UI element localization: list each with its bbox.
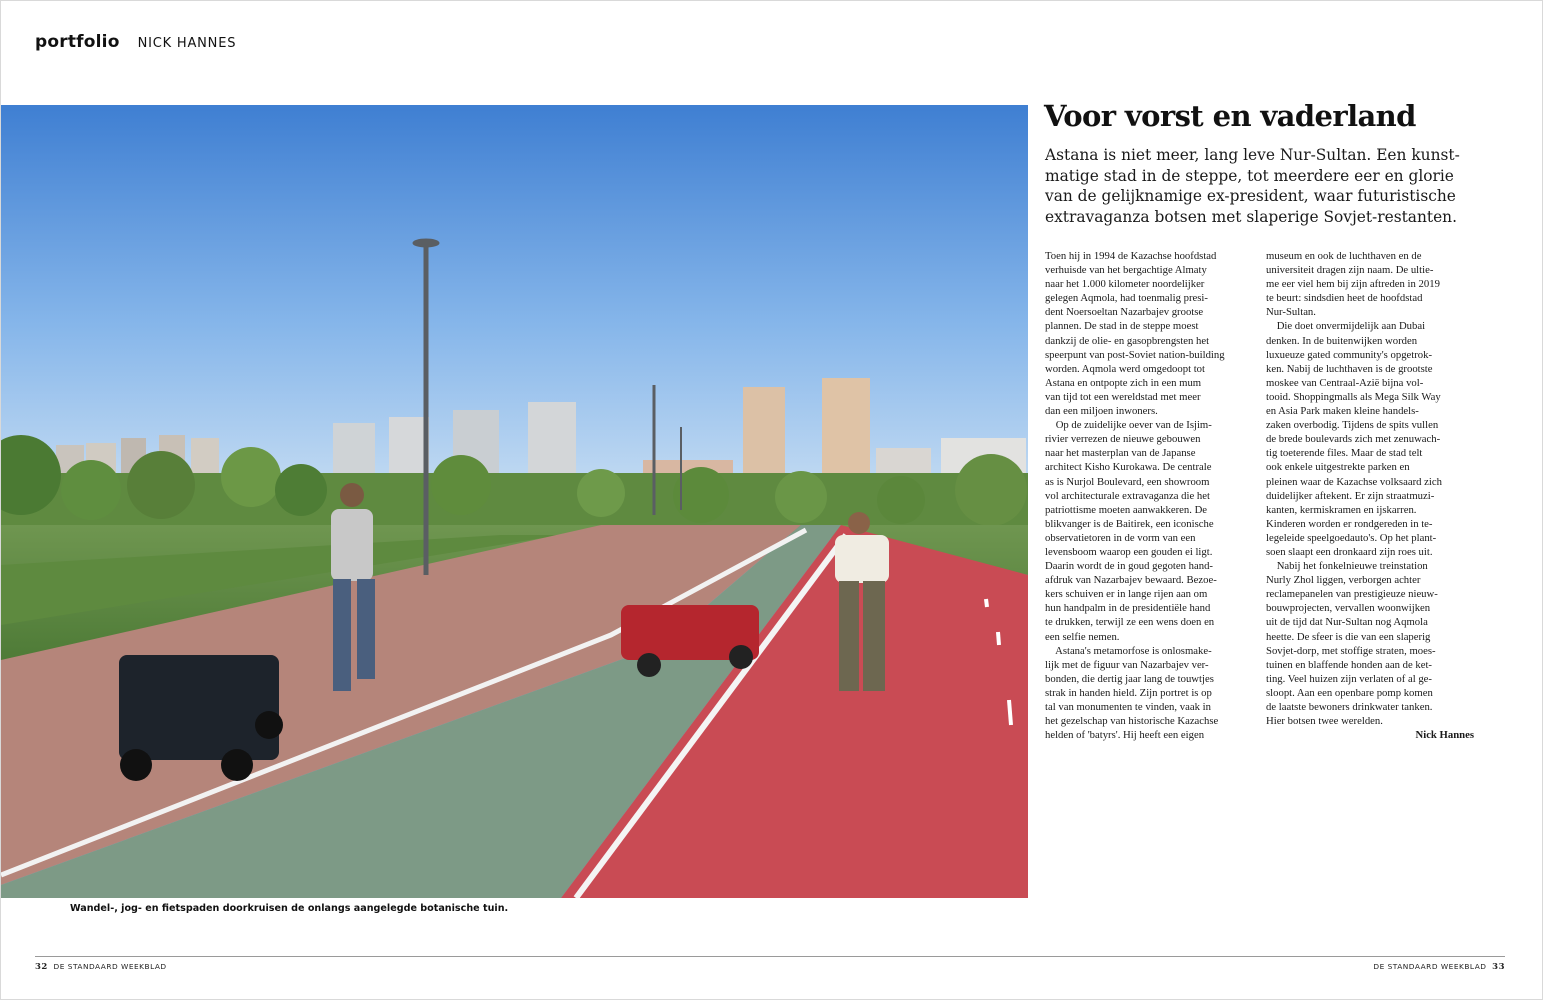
body-text-line: Toen hij in 1994 de Kazachse hoofdstad xyxy=(1045,250,1217,262)
body-text-line: tig toeterende files. Maar de stad telt xyxy=(1266,447,1423,460)
body-text-line: naar het masterplan van de Japanse xyxy=(1045,447,1196,460)
body-text-line: kers schuiven er in lange rijen aan om xyxy=(1045,588,1208,601)
body-text-line: verhuisde van het bergachtige Almaty xyxy=(1045,264,1207,277)
sky xyxy=(1,105,1028,505)
body-text-line: bonden, die dertig jaar lang de touwtjes xyxy=(1045,672,1214,685)
body-text-line: ting. Veel huizen zijn verlaten of al ge- xyxy=(1266,672,1432,685)
body-text-line: legeleide speelgoedauto's. Op het plant- xyxy=(1266,531,1437,544)
article-title: Voor vorst en vaderland xyxy=(1044,99,1416,133)
body-text-line: Op de zuidelijke oever van de Isjim- xyxy=(1045,419,1212,432)
body-text-line: ook enkele uitgestrekte parken en xyxy=(1266,461,1410,474)
body-text-line: helden of 'batyrs'. Hij heeft een eigen xyxy=(1045,729,1205,742)
body-text-line: me eer viel hem bij zijn aftreden in 2019 xyxy=(1266,278,1440,291)
body-text-line: afdruk van Nazarbajev bewaard. Bezoe- xyxy=(1045,574,1217,587)
body-text-line: Nabij het fonkelnieuwe treinstation xyxy=(1266,560,1428,573)
publication-name-left: DE STANDAARD WEEKBLAD xyxy=(53,962,167,971)
body-text-line: dan een miljoen inwoners. xyxy=(1045,405,1158,418)
body-text-line: Kinderen worden er rondgereden in te- xyxy=(1266,517,1433,530)
body-text-line: ken. Nabij de luchthaven is de grootste xyxy=(1266,362,1433,375)
body-text-line: museum en ook de luchthaven en de xyxy=(1266,250,1422,262)
body-text-line: architect Kisho Kurokawa. De centrale xyxy=(1045,461,1212,474)
body-text-line: blikvanger is de Baitirek, een iconische xyxy=(1045,517,1214,530)
body-text-line: as is Nurjol Boulevard, een showroom xyxy=(1045,475,1210,488)
body-text-line: Astana en ontpopte zich in een mum xyxy=(1045,376,1202,389)
body-text-line: de brede boulevards zich met zenuwach- xyxy=(1266,433,1441,446)
body-text-line: zaken overbodig. Tijdens de spits vullen xyxy=(1266,419,1439,432)
body-text-line: Sovjet-dorp, met stoffige straten, moes- xyxy=(1266,644,1436,657)
body-text-line: rivier verrezen de nieuwe gebouwen xyxy=(1045,433,1201,446)
intro-line: van de gelijknamige ex-president, waar futuristische xyxy=(1045,187,1456,205)
body-text-line: tooid. Shoppingmalls als Mega Silk Way xyxy=(1266,390,1441,403)
body-text-line: een selfie nemen. xyxy=(1045,630,1120,643)
body-text-line: het gezelschap van historische Kazachse xyxy=(1045,715,1219,728)
body-text-line: moskee van Centraal-Azië bijna vol- xyxy=(1266,376,1424,389)
footer-rule xyxy=(35,956,1505,957)
body-text-line: soen slaapt een dronkaard zijn roes uit. xyxy=(1266,545,1433,558)
body-text-line: Hier botsen twee werelden. xyxy=(1266,715,1383,728)
header-author: NICK HANNES xyxy=(137,36,237,51)
publication-name-right: DE STANDAARD WEEKBLAD xyxy=(1373,962,1487,971)
body-text-line: dent Noersoeltan Nazarbajev grootse xyxy=(1045,306,1204,319)
body-text-line: te drukken, terwijl ze een wens doen en xyxy=(1045,616,1215,629)
body-text-line: speerpunt van post-Soviet nation-building xyxy=(1045,348,1225,361)
body-text-line: hun handpalm in de presidentiële hand xyxy=(1045,602,1211,615)
section-label: portfolio xyxy=(35,32,120,52)
intro-line: matige stad in de steppe, tot meerdere eer en glorie xyxy=(1045,166,1454,185)
body-text-line: bouwprojecten, vervallen woonwijken xyxy=(1266,602,1431,615)
body-text-line: dankzij de olie- en gasopbrengsten het xyxy=(1045,334,1210,347)
intro-line: Astana is niet meer, lang leve Nur-Sultan. Een kunst- xyxy=(1045,146,1460,164)
body-text-line: pleinen waar de Kazachse volksaard zich xyxy=(1266,475,1442,488)
body-text-line: luxueuze gated community's opgetrok- xyxy=(1266,348,1433,361)
body-text-line: universiteit dragen zijn naam. De ultie- xyxy=(1266,264,1434,277)
body-text-line: Daarin wordt de in goud gegoten hand- xyxy=(1045,560,1213,573)
page-number-right: 33 xyxy=(1492,962,1505,972)
article-byline: Nick Hannes xyxy=(1415,729,1474,742)
body-text-line: van tijd tot een wereldstad met meer xyxy=(1045,390,1201,403)
folio-left xyxy=(35,962,167,972)
body-text-line: reclamepanelen van prestigieuze nieuw- xyxy=(1266,588,1438,601)
body-text-line: tal van monumenten te vinden, vaak in xyxy=(1045,701,1211,713)
photo-caption: Wandel-, jog- en fietspaden doorkruisen de onlangs aangelegde botanische tuin. xyxy=(70,903,509,914)
body-text-line: vol architecturale extravaganza die het xyxy=(1045,489,1210,502)
body-text-line: en Asia Park maken kleine handels- xyxy=(1266,405,1419,418)
body-text-line: Nurly Zhol liggen, verborgen achter xyxy=(1266,574,1421,587)
header xyxy=(35,32,236,52)
body-text-line: kanten, kermiskramen en ijskarren. xyxy=(1266,503,1417,516)
body-text-line: observatietoren in de vorm van een xyxy=(1045,531,1196,544)
body-text-line: gelegen Aqmola, had toenmalig presi- xyxy=(1045,292,1208,305)
body-text-line: heette. De sfeer is die van een slaperig xyxy=(1266,630,1431,643)
body-text-line: levensboom waarop een gouden ei ligt. xyxy=(1045,545,1213,558)
body-text-line: plannen. De stad in de steppe moest xyxy=(1045,320,1199,333)
body-text-line: worden. Aqmola werd omgedoopt tot xyxy=(1045,362,1205,375)
body-text-line: duidelijker aftekent. Er zijn straatmuzi- xyxy=(1266,489,1435,502)
body-column-2 xyxy=(1266,249,1474,742)
body-text-line: Nur-Sultan. xyxy=(1266,306,1316,319)
feature-photo xyxy=(1,105,1028,898)
page-number-left: 32 xyxy=(35,962,48,972)
body-text-line: tuinen en blaffende honden aan de ket- xyxy=(1266,658,1432,671)
body-text-line: naar het 1.000 kilometer noordelijker xyxy=(1045,278,1205,291)
body-text-line: strak in handen hield. Zijn portret is op xyxy=(1045,686,1212,699)
body-column-1 xyxy=(1045,249,1255,742)
body-text-line: Astana's metamorfose is onlosmake- xyxy=(1045,644,1212,657)
body-text-line: de laatste bewoners drinkwater tanken. xyxy=(1266,701,1433,713)
body-text-line: te beurt: sindsdien heet de hoofdstad xyxy=(1266,292,1423,305)
body-text-line: patriottisme moeten aanwakkeren. De xyxy=(1045,503,1208,516)
body-text-line: Die doet onvermijdelijk aan Dubai xyxy=(1266,320,1426,333)
body-text-line: uit de tijd dat Nur-Sultan nog Aqmola xyxy=(1266,616,1428,629)
folio-right xyxy=(1373,962,1505,972)
intro-line: extravaganza botsen met slaperige Sovjet-restanten. xyxy=(1045,207,1457,226)
body-text-line: lijk met de figuur van Nazarbajev ver- xyxy=(1045,658,1209,671)
article-intro xyxy=(1045,145,1485,227)
body-text-line: denken. In de buitenwijken worden xyxy=(1266,334,1418,347)
body-text-line: sloopt. Aan een openbare pomp komen xyxy=(1266,686,1433,699)
